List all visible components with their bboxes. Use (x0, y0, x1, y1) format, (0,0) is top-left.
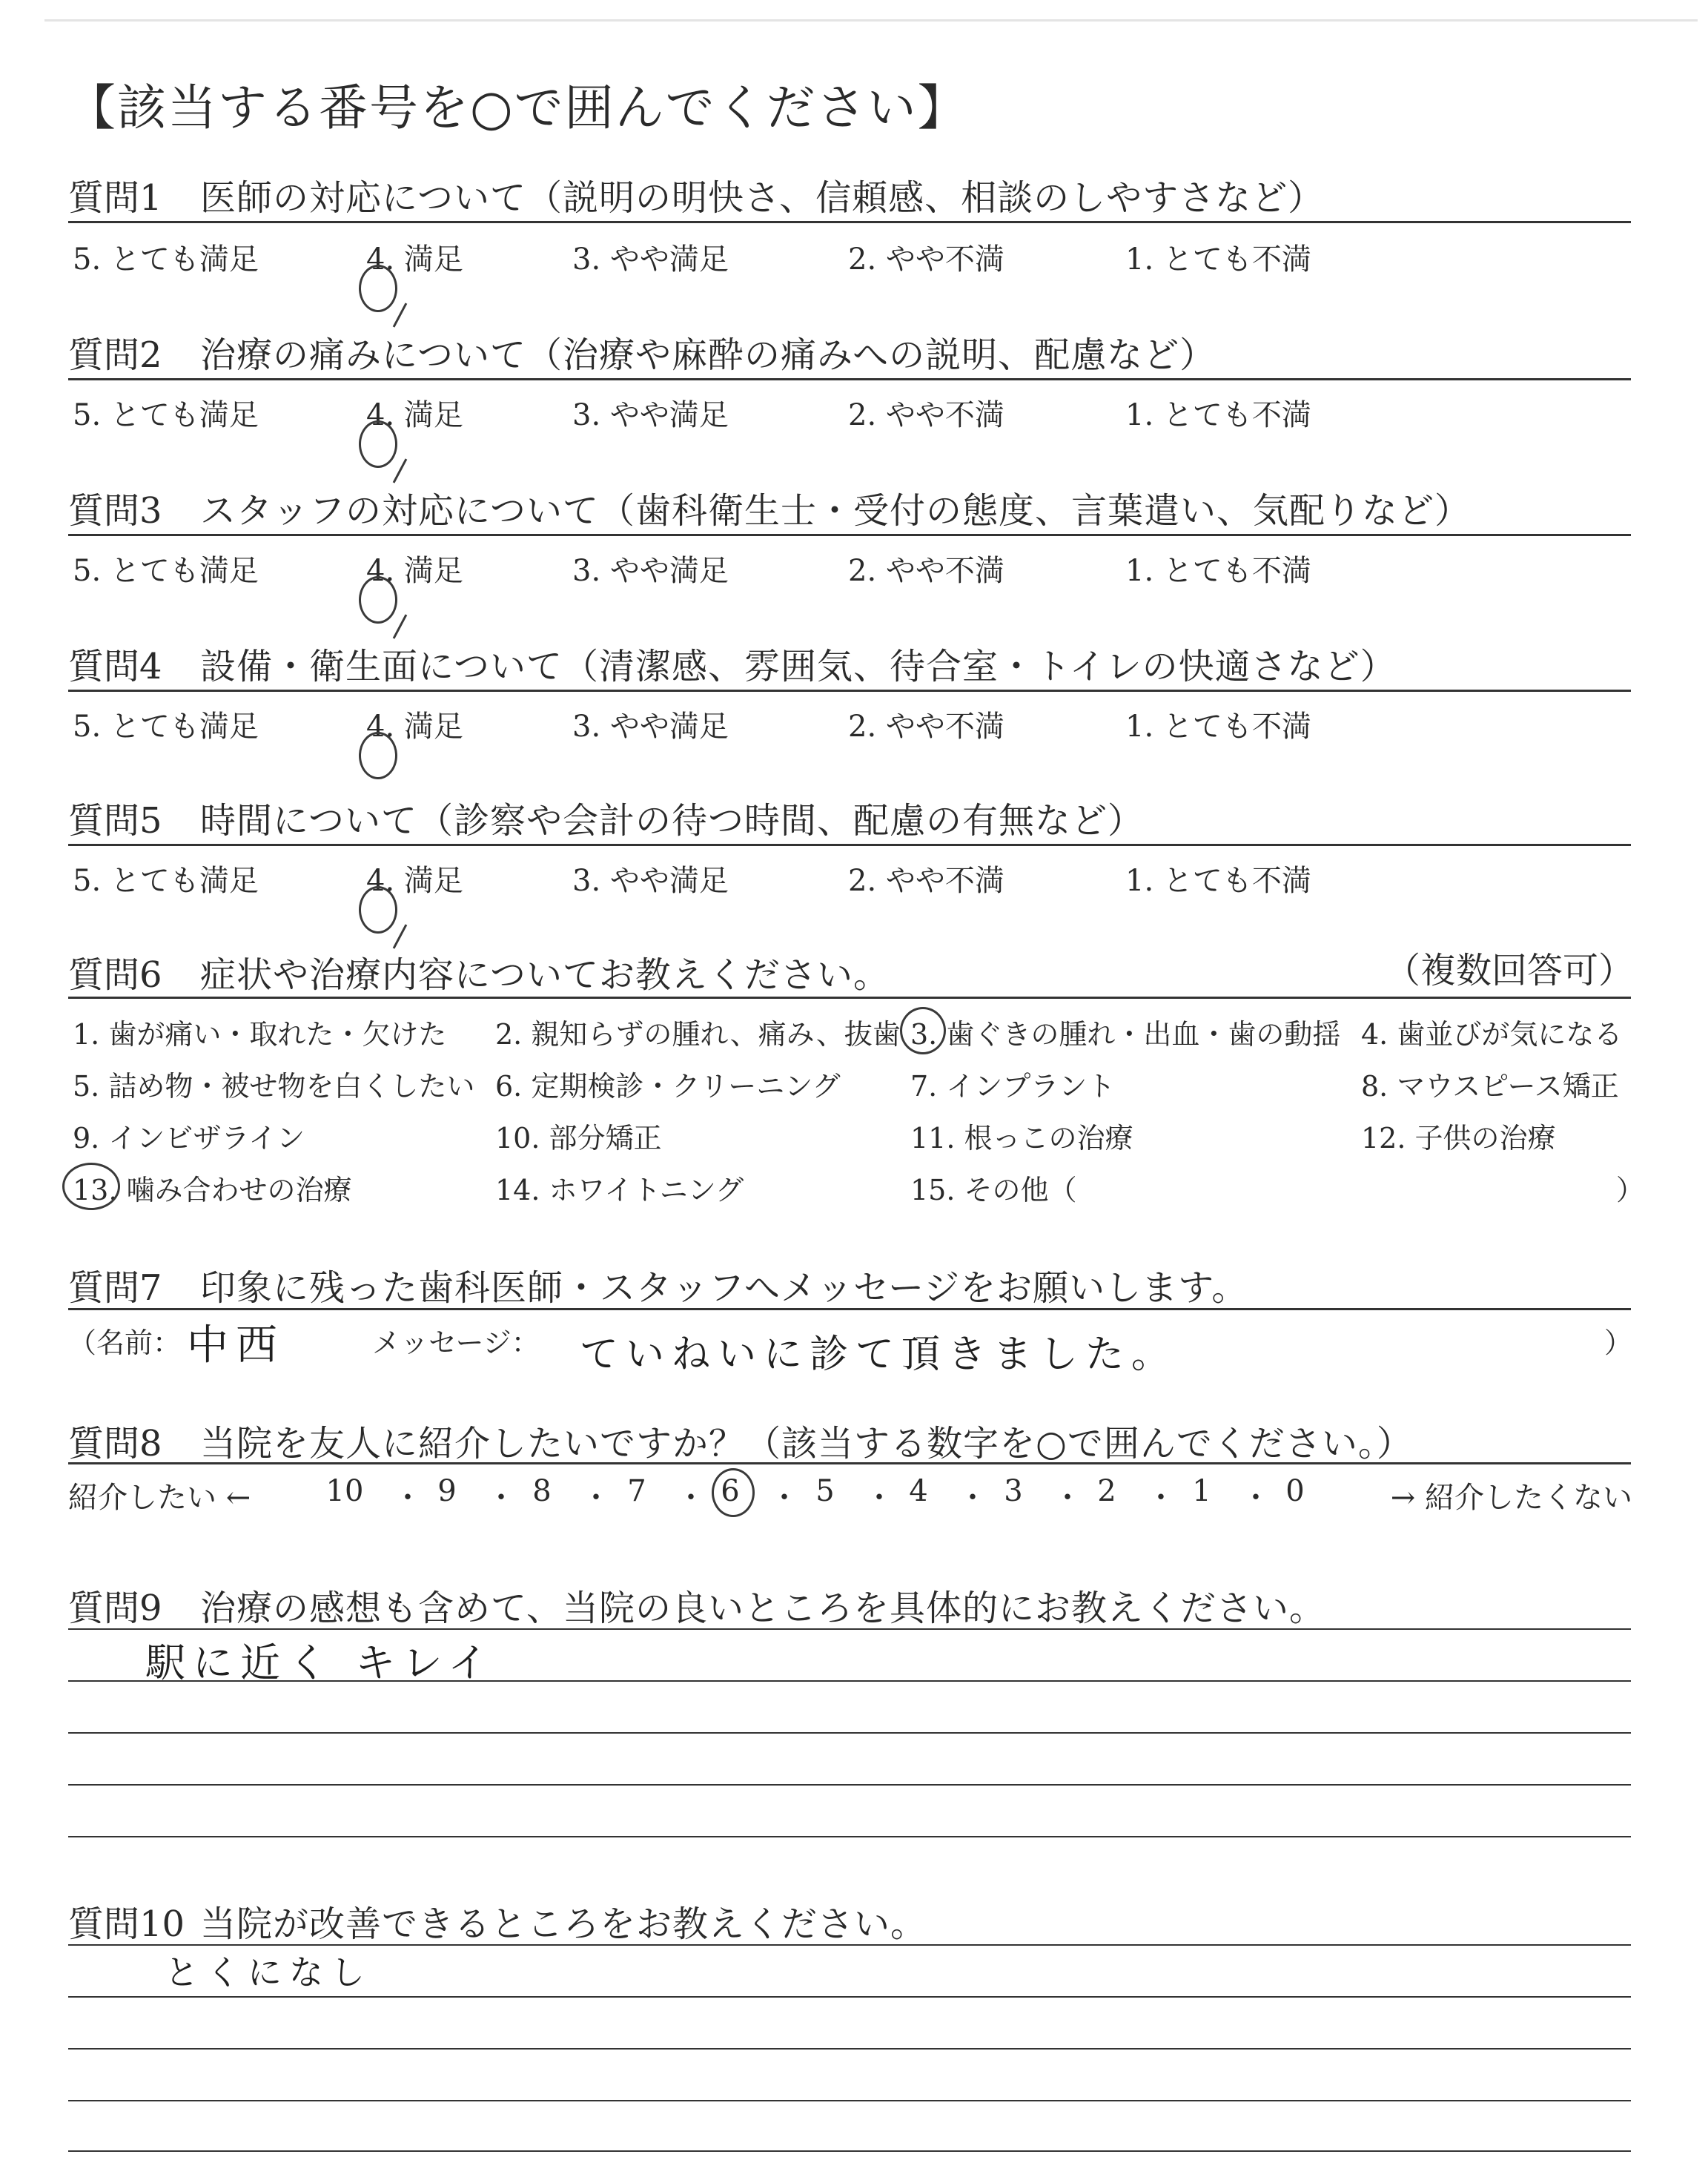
option-5[interactable]: 5. とても満足 (73, 710, 259, 744)
option-3[interactable]: 3. やや満足 (572, 710, 729, 744)
option-3[interactable]: 3. やや満足 (572, 864, 729, 898)
question-6-heading (68, 946, 890, 997)
question-2-rule (68, 378, 1631, 380)
symptom-3[interactable]: 3. 歯ぐきの腫れ・出血・歯の動揺 (910, 1011, 1340, 1052)
question-number: 質問2 (68, 334, 162, 376)
question-text: スタッフの対応について（歯科衛生士・受付の態度、言葉遣い、気配りなど） (200, 490, 1472, 532)
question-1-heading (68, 169, 1324, 220)
question-2-heading (68, 326, 1216, 377)
scale-5[interactable]: 5 (815, 1474, 835, 1508)
message-close: ） (1603, 1327, 1632, 1359)
symptom-8[interactable]: 8. マウスピース矯正 (1361, 1070, 1619, 1103)
question-number: 質問5 (68, 800, 162, 842)
scale-right-label: → 紹介したくない (1390, 1481, 1632, 1515)
question-text: 医師の対応について（説明の明快さ、信頼感、相談のしやすさなど） (200, 177, 1325, 219)
scale-10[interactable]: 10 (325, 1474, 364, 1508)
scale-7[interactable]: 7 (627, 1474, 646, 1508)
question-2-options (73, 392, 1407, 432)
answer-line (68, 1628, 1631, 1630)
option-4[interactable]: 4. 満足 (366, 392, 463, 434)
answer-circle-mark (359, 732, 397, 779)
option-2[interactable]: 2. やや不満 (848, 710, 1004, 744)
question-number: 質問10 (68, 1903, 185, 1945)
answer-circle-tail (393, 924, 408, 948)
scale-9[interactable]: 9 (437, 1474, 457, 1508)
question-1-options (73, 236, 1407, 277)
option-1[interactable]: 1. とても不満 (1125, 864, 1311, 898)
option-4[interactable]: 4. 満足 (366, 703, 463, 745)
question-10-heading (68, 1895, 927, 1946)
answer-circle-mark (359, 576, 397, 624)
option-5[interactable]: 5. とても満足 (73, 864, 259, 898)
answer-circle-tail (393, 458, 408, 483)
top-edge-line (44, 19, 1698, 22)
scale-4[interactable]: 4 (909, 1474, 928, 1508)
question-4-options (73, 703, 1407, 744)
message-handwritten[interactable]: ていねいに診て頂きました。 (580, 1332, 1178, 1377)
option-1[interactable]: 1. とても不満 (1125, 398, 1311, 432)
scale-separator: ・ (486, 1481, 516, 1515)
question-3-rule (68, 534, 1631, 536)
question-8-heading (68, 1415, 1413, 1466)
question-number: 質問7 (68, 1267, 162, 1309)
symptom-12[interactable]: 12. 子供の治療 (1361, 1122, 1556, 1155)
question-4-rule (68, 690, 1631, 692)
question-8-rule (68, 1462, 1631, 1464)
option-5[interactable]: 5. とても満足 (73, 242, 259, 277)
symptom-5[interactable]: 5. 詰め物・被せ物を白くしたい (73, 1070, 475, 1103)
symptom-10[interactable]: 10. 部分矯正 (495, 1122, 662, 1155)
answer-line (68, 1680, 1631, 1682)
question-text: 症状や治療内容についてお教えください。 (200, 954, 890, 996)
symptom-13[interactable]: 13. 噛み合わせの治療 (73, 1167, 352, 1208)
question-5-rule (68, 844, 1631, 846)
form-title: 【該当する番号を○で囲んでください】 (67, 79, 968, 136)
scale-3[interactable]: 3 (1004, 1474, 1023, 1508)
name-label: （名前： (68, 1327, 182, 1359)
answer-line (68, 2048, 1631, 2050)
question-text: 治療の感想も含めて、当院の良いところを具体的にお教えください。 (200, 1588, 1326, 1629)
option-1[interactable]: 1. とても不満 (1125, 710, 1311, 744)
answer-circle-mark (359, 265, 397, 312)
question-text: 印象に残った歯科医師・スタッフへメッセージをお願いします。 (200, 1267, 1248, 1309)
question-4-heading (68, 638, 1397, 689)
option-1[interactable]: 1. とても不満 (1125, 242, 1311, 277)
symptom-9[interactable]: 9. インビザライン (73, 1122, 305, 1155)
question-6-rule (68, 997, 1631, 999)
option-5[interactable]: 5. とても満足 (73, 398, 259, 432)
recommend-scale (68, 1474, 1632, 1516)
question-number: 質問4 (68, 646, 162, 687)
symptom-15[interactable]: 15. その他（ (910, 1174, 1077, 1206)
symptom-other-close: ） (1616, 1174, 1645, 1206)
answer-line (68, 2100, 1631, 2101)
scale-separator: ・ (676, 1481, 706, 1515)
question-number: 質問6 (68, 954, 162, 996)
symptom-options (73, 1011, 1644, 1234)
answer-circle-tail (393, 614, 408, 638)
question-3-options (73, 547, 1407, 588)
name-handwritten[interactable]: 中西 (187, 1321, 285, 1370)
scale-separator: ・ (958, 1481, 987, 1515)
question-1-rule (68, 221, 1631, 223)
option-2[interactable]: 2. やや不満 (848, 398, 1004, 432)
message-label: メッセージ： (372, 1327, 540, 1359)
answer-circle-tail (393, 303, 408, 327)
answer-line (68, 1784, 1631, 1786)
scale-separator: ・ (1241, 1481, 1271, 1515)
scale-6[interactable]: 6 (704, 1474, 756, 1508)
question-number: 質問9 (68, 1588, 162, 1629)
option-5[interactable]: 5. とても満足 (73, 554, 259, 588)
scale-left-label: 紹介したい ← (68, 1481, 251, 1515)
symptom-6[interactable]: 6. 定期検診・クリーニング (495, 1070, 841, 1103)
answer-circle-mark (900, 1007, 946, 1054)
answer-circle-mark (712, 1468, 755, 1517)
question-text: 設備・衛生面について（清潔感、雰囲気、待合室・トイレの快適さなど） (200, 646, 1397, 687)
question-number: 質問3 (68, 490, 162, 532)
option-4[interactable]: 4. 満足 (366, 857, 463, 899)
question-text: 治療の痛みについて（治療や麻酔の痛みへの説明、配慮など） (200, 334, 1217, 376)
answer-circle-mark (359, 886, 397, 934)
symptom-2[interactable]: 2. 親知らずの腫れ、痛み、抜歯 (495, 1018, 901, 1051)
answer-line (68, 1836, 1631, 1837)
option-4[interactable]: 4. 満足 (366, 547, 463, 589)
question-text: 時間について（診察や会計の待つ時間、配慮の有無など） (200, 800, 1145, 842)
message-row (68, 1320, 1632, 1377)
question-number: 質問1 (68, 177, 162, 219)
question-5-options (73, 857, 1407, 898)
question-5-heading (68, 792, 1144, 843)
scale-separator: ・ (1146, 1481, 1176, 1515)
symptom-4[interactable]: 4. 歯並びが気になる (1361, 1018, 1623, 1051)
answer-line (68, 1732, 1631, 1734)
symptom-7[interactable]: 7. インプラント (910, 1070, 1116, 1103)
scale-8[interactable]: 8 (532, 1474, 552, 1508)
question-text: 当院を友人に紹介したいですか？（該当する数字を○で囲んでください。） (200, 1423, 1413, 1464)
question-7-rule (68, 1308, 1631, 1310)
scale-2[interactable]: 2 (1097, 1474, 1116, 1508)
symptom-1[interactable]: 1. 歯が痛い・取れた・欠けた (73, 1018, 447, 1051)
symptom-14[interactable]: 14. ホワイトニング (495, 1174, 744, 1206)
question-7-heading (68, 1259, 1248, 1310)
scale-1[interactable]: 1 (1192, 1474, 1211, 1508)
answer-circle-mark (62, 1163, 120, 1210)
option-3[interactable]: 3. やや満足 (572, 554, 729, 588)
scale-separator: ・ (581, 1481, 611, 1515)
q10-handwritten-answer[interactable]: とくになし (165, 1952, 372, 1992)
multiple-answers-note: （複数回答可） (1384, 950, 1634, 991)
scale-0[interactable]: 0 (1285, 1474, 1305, 1508)
option-2[interactable]: 2. やや不満 (848, 554, 1004, 588)
q9-handwritten-answer[interactable]: 駅に近く キレイ (145, 1639, 495, 1686)
symptom-11[interactable]: 11. 根っこの治療 (910, 1122, 1133, 1155)
option-2[interactable]: 2. やや不満 (848, 864, 1004, 898)
answer-circle-mark (359, 420, 397, 468)
answer-line (68, 1996, 1631, 1998)
answer-line (68, 2150, 1631, 2152)
scale-separator: ・ (769, 1481, 799, 1515)
option-1[interactable]: 1. とても不満 (1125, 554, 1311, 588)
question-number: 質問8 (68, 1423, 162, 1464)
scale-separator: ・ (393, 1481, 423, 1515)
question-text: 当院が改善できるところをお教えください。 (200, 1903, 927, 1945)
option-3[interactable]: 3. やや満足 (572, 242, 729, 277)
scale-separator: ・ (864, 1481, 894, 1515)
option-4[interactable]: 4. 満足 (366, 236, 463, 278)
scale-separator: ・ (1053, 1481, 1082, 1515)
option-3[interactable]: 3. やや満足 (572, 398, 729, 432)
option-2[interactable]: 2. やや不満 (848, 242, 1004, 277)
question-9-heading (68, 1579, 1325, 1631)
question-3-heading (68, 482, 1471, 533)
